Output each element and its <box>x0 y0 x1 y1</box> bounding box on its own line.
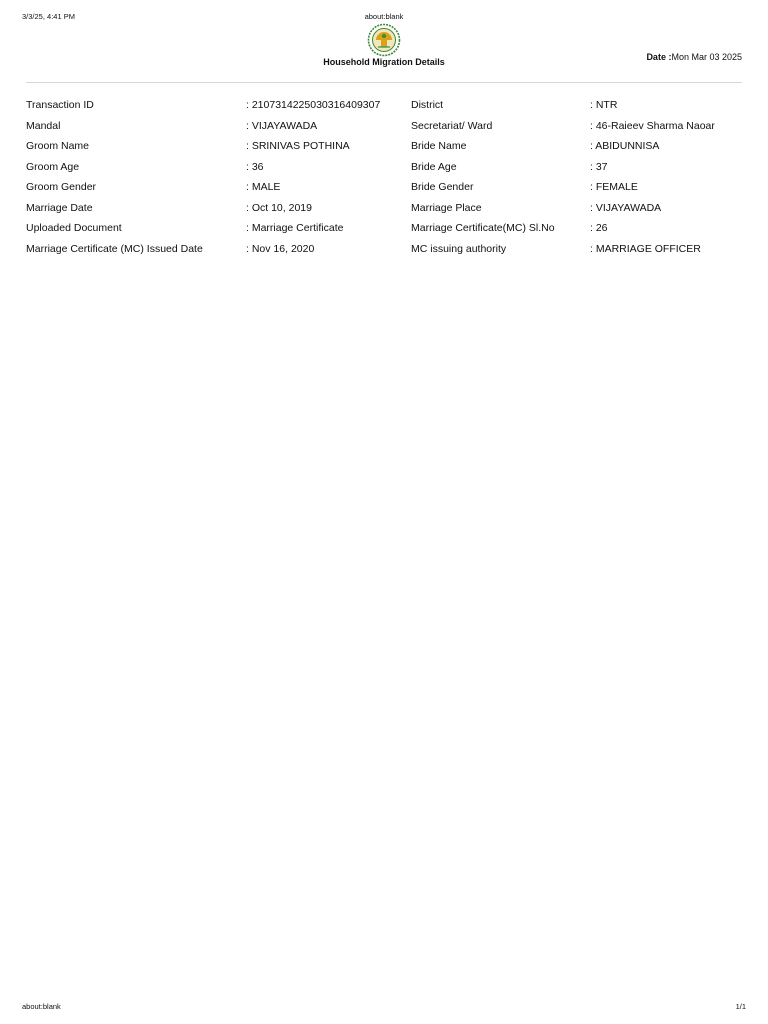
detail-value: : ABIDUNNISA <box>590 140 660 152</box>
detail-value: : 210731422503031640930​7 <box>246 99 381 111</box>
detail-label: Marriage Certificate(MC) Sl.No <box>411 222 555 234</box>
detail-value: : 46-Raieev Sharma Naoar <box>590 119 715 132</box>
detail-label: Secretariat/ Ward <box>411 119 493 132</box>
detail-row <box>26 240 742 261</box>
detail-row <box>26 158 742 179</box>
detail-value: : VIJAYAWADA <box>590 201 662 214</box>
detail-value: : Marriage Certificate <box>246 222 344 234</box>
detail-label: Marriage Date <box>26 201 93 214</box>
page-number: 1/1 <box>735 1002 746 1011</box>
detail-label: Bride Gender <box>411 181 474 193</box>
detail-row <box>26 199 742 220</box>
detail-value: : VIJAYAWADA <box>246 119 318 132</box>
detail-value: : Nov 16, 2020 <box>246 242 315 255</box>
detail-value: : 36 <box>246 160 264 173</box>
detail-label: Groom Age <box>26 160 80 173</box>
date-label: Date : <box>646 52 672 62</box>
detail-value: : FEMALE <box>590 181 638 193</box>
print-url-header: about:blank <box>364 12 404 21</box>
detail-row <box>26 219 742 240</box>
date-value: Mon Mar 03 2025 <box>671 52 742 62</box>
detail-value: : 37 <box>590 160 608 173</box>
detail-label: Mandal <box>26 119 61 132</box>
detail-row <box>26 96 742 117</box>
detail-value: : NTR <box>590 99 618 111</box>
detail-label: Marriage Certificate (MC) Issued Date <box>26 242 203 255</box>
detail-label: Groom Name <box>26 140 90 152</box>
detail-label: Transaction ID <box>26 99 94 111</box>
document-title: Household Migration Details <box>323 57 445 67</box>
detail-label: Uploaded Document <box>26 222 122 234</box>
details-grid <box>26 96 742 260</box>
detail-label: MC issuing authority <box>411 242 507 255</box>
header-divider <box>26 82 742 83</box>
detail-label: District <box>411 99 444 111</box>
detail-label: Groom Gender <box>26 181 97 193</box>
print-url-footer: about:blank <box>22 1002 61 1011</box>
print-timestamp: 3/3/25, 4:41 PM <box>22 12 75 21</box>
detail-value: : MARRIAGE OFFICER <box>590 242 701 255</box>
detail-value: : Oct 10, 2019 <box>246 201 312 214</box>
detail-row <box>26 137 742 158</box>
detail-value: : MALE <box>246 181 281 193</box>
date-block <box>646 52 742 62</box>
state-emblem-icon <box>366 23 402 57</box>
detail-label: Marriage Place <box>411 201 482 214</box>
detail-row <box>26 117 742 138</box>
detail-label: Bride Name <box>411 140 467 152</box>
detail-row <box>26 178 742 199</box>
detail-value: : SRINIVAS POTHINA <box>246 140 350 152</box>
detail-value: : 26 <box>590 222 608 234</box>
detail-label: Bride Age <box>411 160 457 173</box>
